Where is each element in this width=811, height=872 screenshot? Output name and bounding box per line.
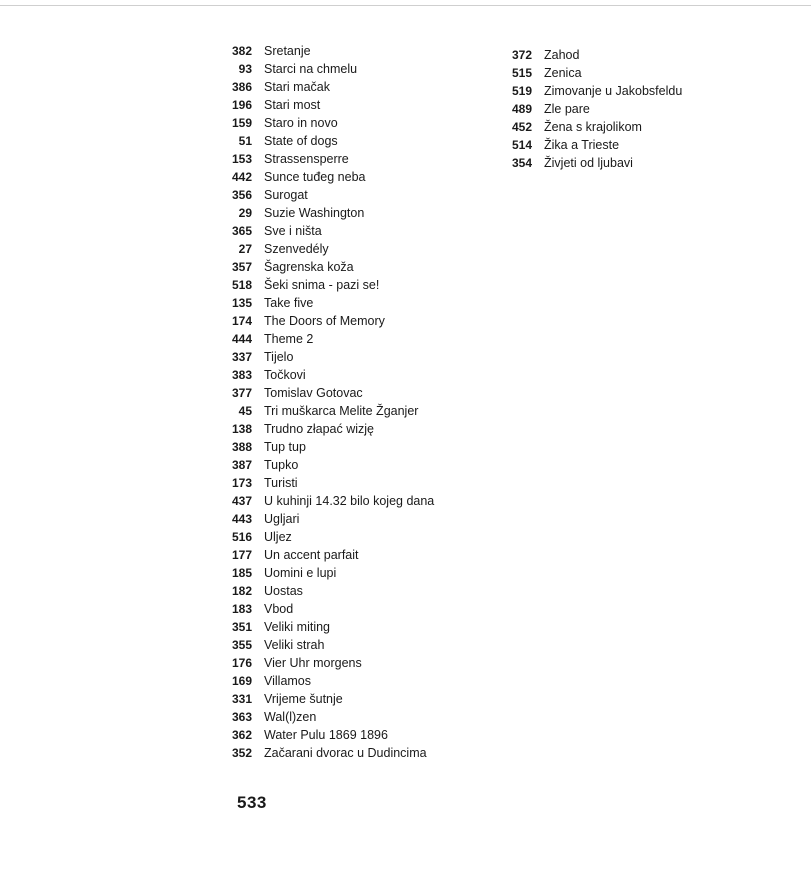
- entry-number: 138: [231, 422, 252, 436]
- entry-title: Uomini e lupi: [264, 566, 337, 580]
- entry-number: 382: [231, 44, 252, 58]
- index-entry: [212, 672, 482, 690]
- entry-title: State of dogs: [264, 134, 338, 148]
- entry-number: 177: [231, 548, 252, 562]
- entry-title: Stari most: [264, 98, 321, 112]
- entry-number: 337: [231, 350, 252, 364]
- entry-number: 135: [231, 296, 252, 310]
- index-entry: [212, 114, 482, 132]
- entry-number: 362: [231, 728, 252, 742]
- entry-number: 45: [238, 404, 252, 418]
- index-entry: [212, 60, 482, 78]
- index-entry: [212, 420, 482, 438]
- entry-title: Šeki snima - pazi se!: [264, 278, 380, 292]
- entry-title: Tomislav Gotovac: [264, 386, 363, 400]
- index-entry: [212, 204, 482, 222]
- entry-number: 183: [231, 602, 252, 616]
- entry-number: 365: [231, 224, 252, 238]
- entry-number: 383: [231, 368, 252, 382]
- index-entry: [212, 186, 482, 204]
- index-entry: [212, 456, 482, 474]
- index-entry: [212, 636, 482, 654]
- entry-number: 159: [231, 116, 252, 130]
- index-column-right: [492, 46, 752, 172]
- index-entry: [212, 258, 482, 276]
- entry-number: 51: [238, 134, 252, 148]
- index-entry: [212, 402, 482, 420]
- index-entry: [212, 654, 482, 672]
- entry-number: 29: [238, 206, 252, 220]
- entry-number: 518: [231, 278, 252, 292]
- index-entry: [212, 42, 482, 60]
- index-entry: [492, 136, 752, 154]
- index-entry: [212, 726, 482, 744]
- index-entry: [212, 546, 482, 564]
- entry-title: Zimovanje u Jakobsfeldu: [544, 84, 683, 98]
- entry-title: Turisti: [264, 476, 298, 490]
- entry-number: 169: [231, 674, 252, 688]
- entry-title: Žika a Trieste: [544, 138, 620, 152]
- entry-number: 386: [231, 80, 252, 94]
- entry-title: Sve i ništa: [264, 224, 322, 238]
- entry-title: Vrijeme šutnje: [264, 692, 343, 706]
- entry-title: Vier Uhr morgens: [264, 656, 362, 670]
- entry-number: 176: [231, 656, 252, 670]
- index-entry: [212, 240, 482, 258]
- entry-number: 388: [231, 440, 252, 454]
- entry-number: 515: [511, 66, 532, 80]
- index-entry: [212, 276, 482, 294]
- entry-number: 173: [231, 476, 252, 490]
- entry-number: 452: [511, 120, 532, 134]
- entry-number: 443: [231, 512, 252, 526]
- entry-title: Staro in novo: [264, 116, 338, 130]
- index-column-left: [212, 42, 482, 762]
- index-entry: [212, 438, 482, 456]
- entry-number: 93: [238, 62, 252, 76]
- entry-title: Wal(l)zen: [264, 710, 317, 724]
- entry-number: 444: [231, 332, 252, 346]
- entry-title: Ugljari: [264, 512, 300, 526]
- index-entry: [492, 154, 752, 172]
- entry-number: 516: [231, 530, 252, 544]
- entry-number: 174: [231, 314, 252, 328]
- index-entry: [212, 618, 482, 636]
- entry-title: Vbod: [264, 602, 294, 616]
- entry-number: 387: [231, 458, 252, 472]
- index-entry: [212, 744, 482, 762]
- entry-title: Starci na chmelu: [264, 62, 358, 76]
- index-entry: [212, 294, 482, 312]
- entry-title: Živjeti od ljubavi: [544, 156, 633, 170]
- top-rule: [0, 5, 811, 6]
- entry-number: 442: [231, 170, 252, 184]
- entry-number: 355: [231, 638, 252, 652]
- index-entry: [212, 600, 482, 618]
- entry-title: Suzie Washington: [264, 206, 365, 220]
- entry-title: Tupko: [264, 458, 299, 472]
- entry-number: 331: [231, 692, 252, 706]
- entry-title: Šagrenska koža: [264, 260, 354, 274]
- entry-number: 377: [231, 386, 252, 400]
- entry-number: 357: [231, 260, 252, 274]
- entry-title: Zle pare: [544, 102, 590, 116]
- index-entry: [212, 492, 482, 510]
- entry-number: 489: [511, 102, 532, 116]
- entry-title: Tup tup: [264, 440, 306, 454]
- index-entry: [492, 82, 752, 100]
- entry-title: Strassensperre: [264, 152, 349, 166]
- index-entry: [492, 64, 752, 82]
- entry-title: Veliki strah: [264, 638, 325, 652]
- index-entry: [212, 150, 482, 168]
- index-entry: [212, 132, 482, 150]
- entry-title: Water Pulu 1869 1896: [264, 728, 388, 742]
- entry-title: U kuhinji 14.32 bilo kojeg dana: [264, 494, 435, 508]
- index-entry: [212, 366, 482, 384]
- entry-title: Žena s krajolikom: [544, 120, 642, 134]
- entry-number: 363: [231, 710, 252, 724]
- index-entry: [492, 100, 752, 118]
- entry-title: Zahod: [544, 48, 580, 62]
- entry-title: Začarani dvorac u Dudincima: [264, 746, 427, 760]
- entry-title: Sunce tuđeg neba: [264, 170, 366, 184]
- entry-title: Trudno złapać wizję: [264, 422, 375, 436]
- entry-title: Veliki miting: [264, 620, 330, 634]
- entry-number: 27: [238, 242, 252, 256]
- entry-number: 196: [231, 98, 252, 112]
- entry-number: 356: [231, 188, 252, 202]
- index-entry: [492, 118, 752, 136]
- entry-number: 185: [231, 566, 252, 580]
- entry-title: The Doors of Memory: [264, 314, 385, 328]
- entry-number: 182: [231, 584, 252, 598]
- entry-title: Uljez: [264, 530, 292, 544]
- index-entry: [212, 312, 482, 330]
- entry-number: 519: [511, 84, 532, 98]
- entry-number: 352: [231, 746, 252, 760]
- entry-number: 153: [231, 152, 252, 166]
- entry-title: Sretanje: [264, 44, 311, 58]
- entry-number: 437: [231, 494, 252, 508]
- entry-number: 372: [511, 48, 532, 62]
- index-entry: [212, 222, 482, 240]
- index-entry: [212, 690, 482, 708]
- index-entry: [212, 78, 482, 96]
- index-entry: [212, 168, 482, 186]
- page-number: 533: [237, 793, 267, 812]
- entry-title: Take five: [264, 296, 314, 310]
- entry-title: Zenica: [544, 66, 582, 80]
- entry-title: Villamos: [264, 674, 312, 688]
- index-entry: [212, 474, 482, 492]
- entry-title: Točkovi: [264, 368, 306, 382]
- entry-title: Tijelo: [264, 350, 294, 364]
- index-entry: [212, 510, 482, 528]
- index-entry: [212, 708, 482, 726]
- index-entry: [212, 528, 482, 546]
- entry-title: Tri muškarca Melite Žganjer: [264, 404, 419, 418]
- entry-title: Stari mačak: [264, 80, 330, 94]
- entry-number: 354: [511, 156, 532, 170]
- index-entry: [492, 46, 752, 64]
- index-entry: [212, 582, 482, 600]
- index-entry: [212, 384, 482, 402]
- entry-title: Theme 2: [264, 332, 314, 346]
- entry-title: Szenvedély: [264, 242, 329, 256]
- entry-title: Un accent parfait: [264, 548, 359, 562]
- index-entry: [212, 96, 482, 114]
- index-entry: [212, 330, 482, 348]
- entry-title: Surogat: [264, 188, 308, 202]
- index-entry: [212, 348, 482, 366]
- entry-number: 351: [231, 620, 252, 634]
- index-entry: [212, 564, 482, 582]
- entry-title: Uostas: [264, 584, 303, 598]
- entry-number: 514: [511, 138, 532, 152]
